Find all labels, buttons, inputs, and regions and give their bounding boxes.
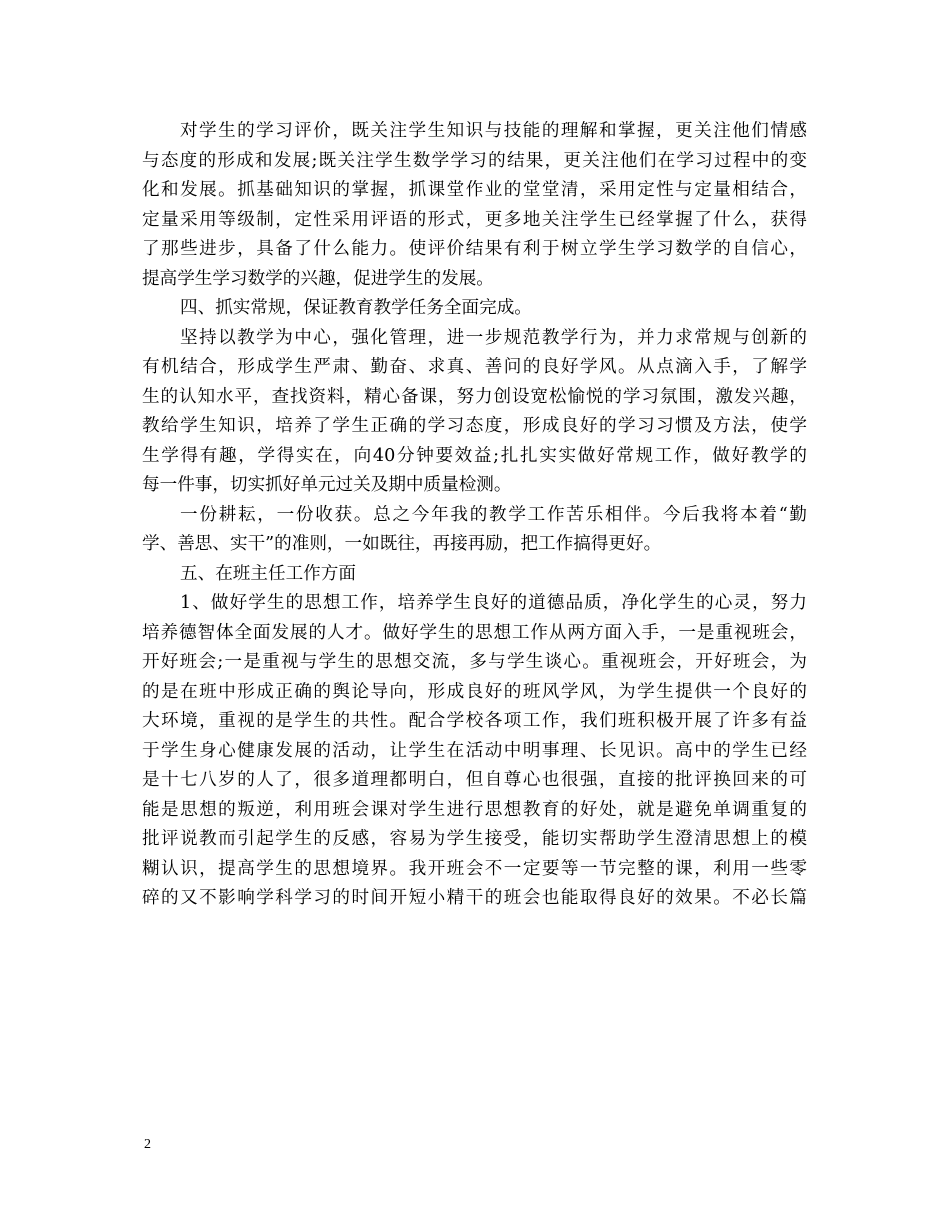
text-line: 定量采用等级制，定性采用评语的形式，更多地关注学生已经掌握了什么，获得 — [142, 209, 807, 230]
text-line: 生学得有趣，学得实在，向40分钟要效益;扎扎实实做好常规工作，做好教学的 — [142, 445, 807, 466]
text-line: 批评说教而引起学生的反感，容易为学生接受，能切实帮助学生澄清思想上的模 — [142, 829, 807, 849]
text-line: 了那些进步，具备了什么能力。使评价结果有利于树立学生学习数学的自信心， — [142, 239, 807, 259]
text-line: 提高学生学习数学的兴趣，促进学生的发展。 — [142, 268, 494, 289]
text-line: 糊认识，提高学生的思想境界。我开班会不一定要等一节完整的课，利用一些零 — [142, 858, 807, 879]
text-line: 坚持以教学为中心，强化管理，进一步规范教学行为，并力求常规与创新的 — [180, 327, 807, 348]
page-number: 2 — [144, 1137, 151, 1152]
text-line: 五、在班主任工作方面 — [180, 563, 356, 584]
text-line: 培养德智体全面发展的人才。做好学生的思想工作从两方面入手，一是重视班会， — [142, 622, 807, 643]
text-line: 学、善思、实干”的准则，一如既往，再接再励，把工作搞得更好。 — [142, 534, 662, 554]
text-line: 一份耕耘，一份收获。总之今年我的教学工作苦乐相伴。今后我将本着“勤 — [180, 504, 807, 525]
text-line: 于学生身心健康发展的活动，让学生在活动中明事理、长见识。高中的学生已经 — [142, 740, 807, 761]
text-line: 生的认知水平，查找资料，精心备课，努力创设宽松愉悦的学习氛围，激发兴趣， — [142, 386, 807, 407]
text-line: 四、抓实常规，保证教育教学任务全面完成。 — [180, 298, 532, 318]
text-line: 的是在班中形成正确的舆论导向，形成良好的班风学风，为学生提供一个良好的 — [142, 681, 807, 702]
text-line: 化和发展。抓基础知识的掌握，抓课堂作业的堂堂清，采用定性与定量相结合， — [142, 180, 807, 200]
text-line: 1、做好学生的思想工作，培养学生良好的道德品质，净化学生的心灵，努力 — [180, 593, 807, 613]
text-line: 与态度的形成和发展;既关注学生数学学习的结果，更关注他们在学习过程中的变 — [142, 150, 807, 171]
text-line: 是十七八岁的人了，很多道理都明白，但自尊心也很强，直接的批评换回来的可 — [142, 770, 807, 790]
text-line: 有机结合，形成学生严肃、勤奋、求真、善问的良好学风。从点滴入手，了解学 — [142, 357, 807, 377]
text-line: 能是思想的叛逆，利用班会课对学生进行思想教育的好处，就是避免单调重复的 — [142, 799, 807, 820]
text-line: 每一件事，切实抓好单元过关及期中质量检测。 — [142, 475, 512, 495]
text-line: 开好班会;一是重视与学生的思想交流，多与学生谈心。重视班会，开好班会，为 — [142, 652, 807, 672]
body-text — [142, 117, 807, 914]
text-line: 教给学生知识，培养了学生正确的学习态度，形成良好的学习习惯及方法，使学 — [142, 416, 807, 436]
text-line: 碎的又不影响学科学习的时间开短小精干的班会也能取得良好的效果。不必长篇 — [142, 888, 807, 908]
text-line: 大环境，重视的是学生的共性。配合学校各项工作，我们班积极开展了许多有益 — [142, 711, 807, 731]
text-line: 对学生的学习评价，既关注学生知识与技能的理解和掌握，更关注他们情感 — [180, 121, 807, 141]
